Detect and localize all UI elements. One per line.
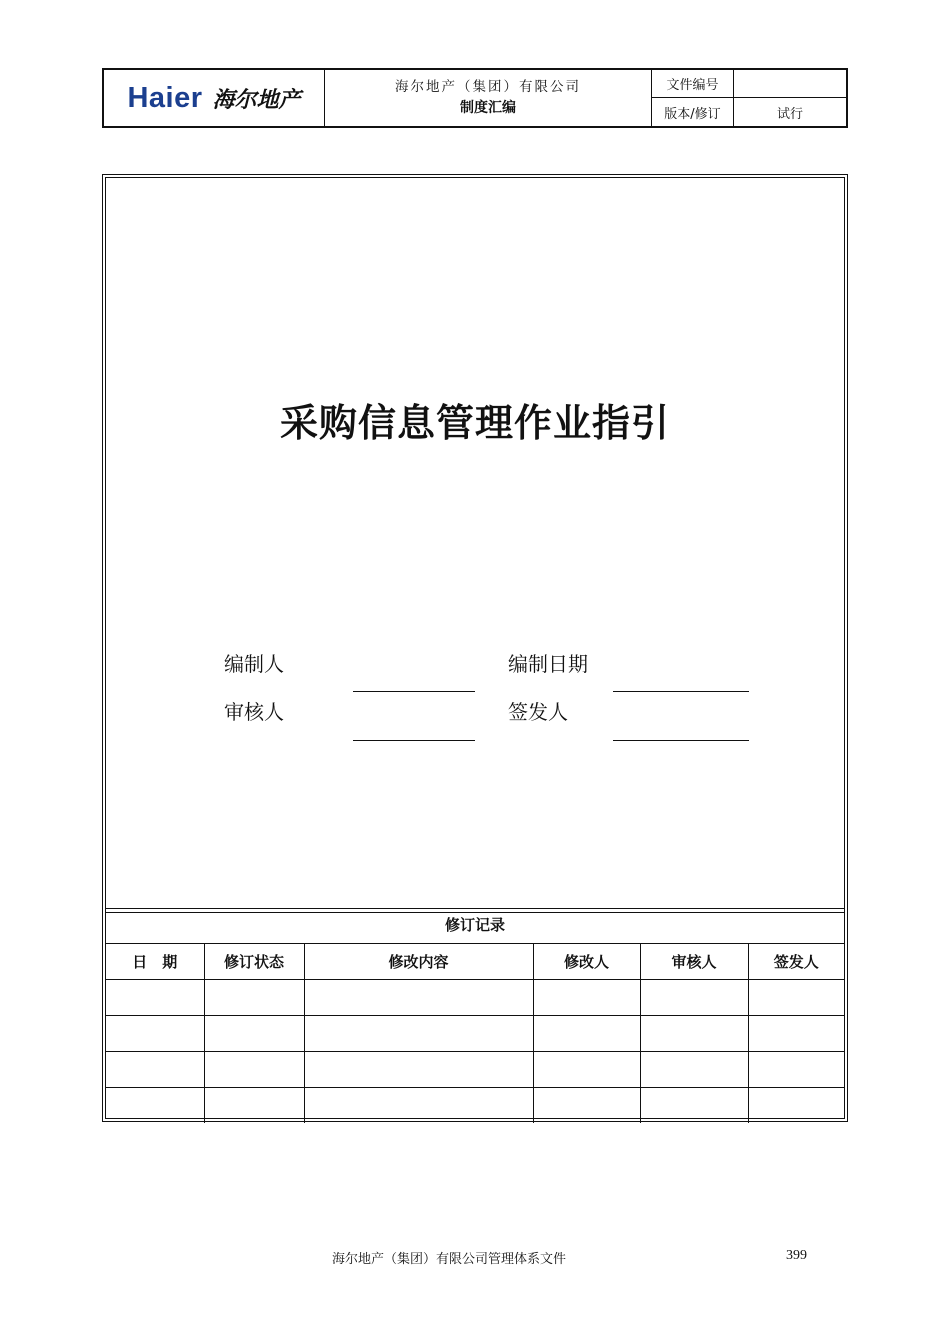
table-cell	[640, 1052, 748, 1088]
table-row	[106, 1052, 844, 1088]
footer-text: 海尔地产（集团）有限公司管理体系文件	[332, 1252, 567, 1267]
col-modifier: 修改人	[533, 944, 640, 980]
col-issuer: 签发人	[748, 944, 844, 980]
compile-date-label: 编制日期	[508, 652, 588, 676]
version-label: 版本/修订	[652, 98, 734, 126]
table-cell	[106, 1052, 204, 1088]
document-title: 采购信息管理作业指引	[279, 401, 670, 445]
table-cell	[640, 1016, 748, 1052]
logo-haier-wordmark: Haier	[127, 81, 203, 114]
table-cell	[204, 1052, 304, 1088]
version-value: 试行	[776, 106, 803, 122]
compiler-signature-line	[353, 691, 475, 692]
revision-separator	[106, 908, 844, 913]
table-cell	[748, 1052, 844, 1088]
cover-inner-frame	[105, 177, 845, 1119]
col-revision-status: 修订状态	[204, 944, 304, 980]
revision-title: 修订记录	[444, 916, 505, 934]
document-header	[102, 68, 848, 128]
table-cell	[533, 1052, 640, 1088]
table-cell	[304, 1052, 533, 1088]
doc-number-label: 文件编号	[652, 70, 734, 98]
company-name: 海尔地产（集团）有限公司	[395, 79, 581, 96]
table-row	[106, 980, 844, 1016]
company-logo	[104, 70, 325, 126]
table-cell	[304, 1088, 533, 1124]
revision-table	[106, 943, 844, 1123]
table-cell	[204, 1016, 304, 1052]
doc-number-value	[734, 70, 846, 98]
table-cell	[204, 980, 304, 1016]
table-cell	[640, 1088, 748, 1124]
table-cell	[748, 980, 844, 1016]
table-cell	[748, 1016, 844, 1052]
table-cell	[533, 1088, 640, 1124]
compile-date-line	[613, 691, 749, 692]
table-cell	[533, 1016, 640, 1052]
table-cell	[204, 1088, 304, 1124]
revision-header-row	[106, 944, 844, 980]
table-cell	[106, 1088, 204, 1124]
page-number: 399	[786, 1248, 807, 1263]
company-info	[325, 70, 652, 126]
col-reviewer: 审核人	[640, 944, 748, 980]
manual-subtitle: 制度汇编	[460, 99, 516, 116]
reviewer-signature-line	[353, 740, 475, 741]
col-change-content: 修改内容	[304, 944, 533, 980]
issuer-label: 签发人	[508, 700, 568, 724]
table-row	[106, 1016, 844, 1052]
table-cell	[106, 980, 204, 1016]
issuer-signature-line	[613, 740, 749, 741]
table-cell	[106, 1016, 204, 1052]
logo-chinese-wordmark: 海尔地产	[212, 86, 301, 113]
table-cell	[640, 980, 748, 1016]
compiler-label: 编制人	[224, 652, 284, 676]
table-cell	[533, 980, 640, 1016]
table-cell	[748, 1088, 844, 1124]
table-row	[106, 1088, 844, 1124]
table-cell	[304, 980, 533, 1016]
cover-frame	[102, 174, 848, 1122]
col-date: 日 期	[106, 944, 204, 980]
document-meta	[652, 70, 846, 126]
reviewer-label: 审核人	[224, 700, 284, 724]
table-cell	[304, 1016, 533, 1052]
